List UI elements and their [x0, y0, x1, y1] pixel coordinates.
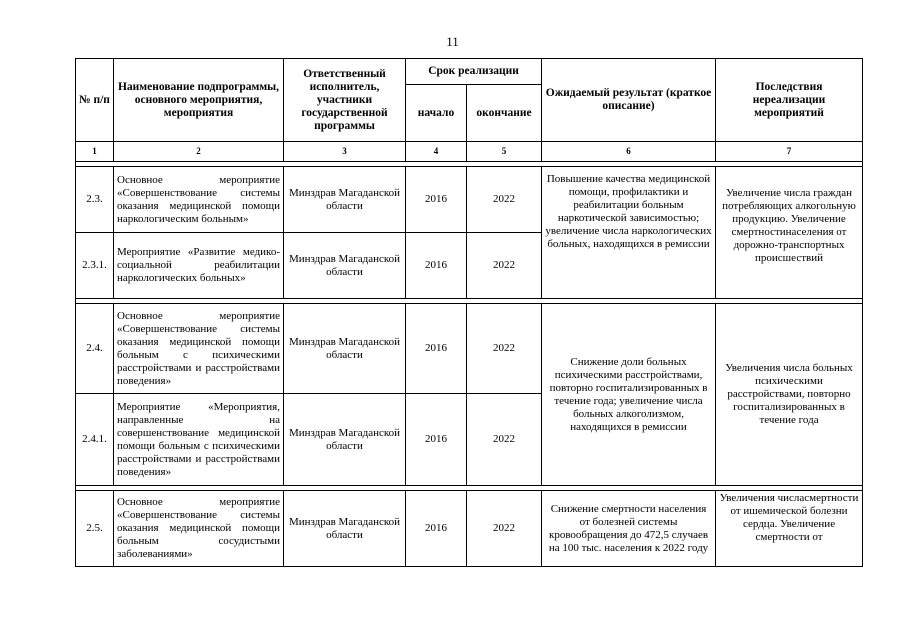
row-name: Основное мероприятие «Совершенствование системы оказания медицинской помощи больным с психическими расстройствами и расстройствами поведения» — [114, 304, 284, 394]
header-result: Ожидаемый результат (краткое описание) — [542, 59, 716, 142]
row-name: Основное мероприятие «Совершенствование системы оказания медицинской помощи наркологическим больным» — [114, 167, 284, 233]
row-start: 2016 — [406, 233, 467, 299]
row-end: 2022 — [467, 167, 542, 233]
expected-result: Снижение доли больных психическими расстройствами, повторно госпитализированных в течение года; увеличение числа больных алкоголизмом, находящихся в ремиссии — [542, 304, 716, 486]
row-number: 2.3. — [76, 167, 114, 233]
row-executor: Минздрав Магаданской области — [284, 167, 406, 233]
expected-result: Повышение качества медицинской помощи, профилактики и реабилитации больным наркотической зависимостью; увеличение числа наркологических больных, находящихся в ремиссии — [542, 167, 716, 299]
non-implementation-consequences: Увеличение числа граждан потребляющих алкогольную продукцию. Увеличение смертностинаселения от дорожно-транспортных происшествий — [716, 167, 863, 299]
row-number: 2.3.1. — [76, 233, 114, 299]
row-start: 2016 — [406, 491, 467, 567]
row-name: Основное мероприятие «Совершенствование системы оказания медицинской помощи больным сосудистыми заболеваниями» — [114, 491, 284, 567]
program-table — [75, 58, 863, 567]
row-number: 2.5. — [76, 491, 114, 567]
header-consequences: Последствия нереализации мероприятий — [716, 59, 863, 142]
expected-result: Снижение смертности населения от болезней системы кровообращения до 472,5 случаев на 100 тыс. населения к 2022 году — [542, 491, 716, 567]
row-start: 2016 — [406, 394, 467, 486]
row-end: 2022 — [467, 394, 542, 486]
row-number: 2.4. — [76, 304, 114, 394]
column-number: 3 — [284, 142, 406, 162]
row-name: Мероприятие «Мероприятия, направленные на совершенствование медицинской помощи больным с психическими расстройствами и расстройствами поведения» — [114, 394, 284, 486]
column-number: 2 — [114, 142, 284, 162]
row-executor: Минздрав Магаданской области — [284, 233, 406, 299]
header-term: Срок реализации — [406, 59, 542, 85]
column-number: 6 — [542, 142, 716, 162]
header-name: Наименование подпрограммы, основного мероприятия, мероприятия — [114, 59, 284, 142]
row-end: 2022 — [467, 304, 542, 394]
header-num: № п/п — [76, 59, 114, 142]
row-name: Мероприятие «Развитие медико-социальной реабилитации наркологических больных» — [114, 233, 284, 299]
page-number: 11 — [446, 34, 459, 49]
column-number: 5 — [467, 142, 542, 162]
row-end: 2022 — [467, 233, 542, 299]
row-start: 2016 — [406, 167, 467, 233]
column-number: 4 — [406, 142, 467, 162]
column-number: 1 — [76, 142, 114, 162]
row-executor: Минздрав Магаданской области — [284, 491, 406, 567]
table-row — [76, 304, 863, 394]
table-row — [76, 167, 863, 233]
row-executor: Минздрав Магаданской области — [284, 304, 406, 394]
row-end: 2022 — [467, 491, 542, 567]
row-number: 2.4.1. — [76, 394, 114, 486]
table-row — [76, 491, 863, 567]
non-implementation-consequences: Увеличения числа больных психическими расстройствами, повторно госпитализированных в течение года — [716, 304, 863, 486]
row-start: 2016 — [406, 304, 467, 394]
row-executor: Минздрав Магаданской области — [284, 394, 406, 486]
header-end: окончание — [467, 85, 542, 142]
header-start: начало — [406, 85, 467, 142]
header-executor: Ответственный исполнитель, участники государственной программы — [284, 59, 406, 142]
non-implementation-consequences: Увеличения числасмертности от ишемической болезни сердца. Увеличение смертности от — [716, 491, 863, 567]
column-number: 7 — [716, 142, 863, 162]
